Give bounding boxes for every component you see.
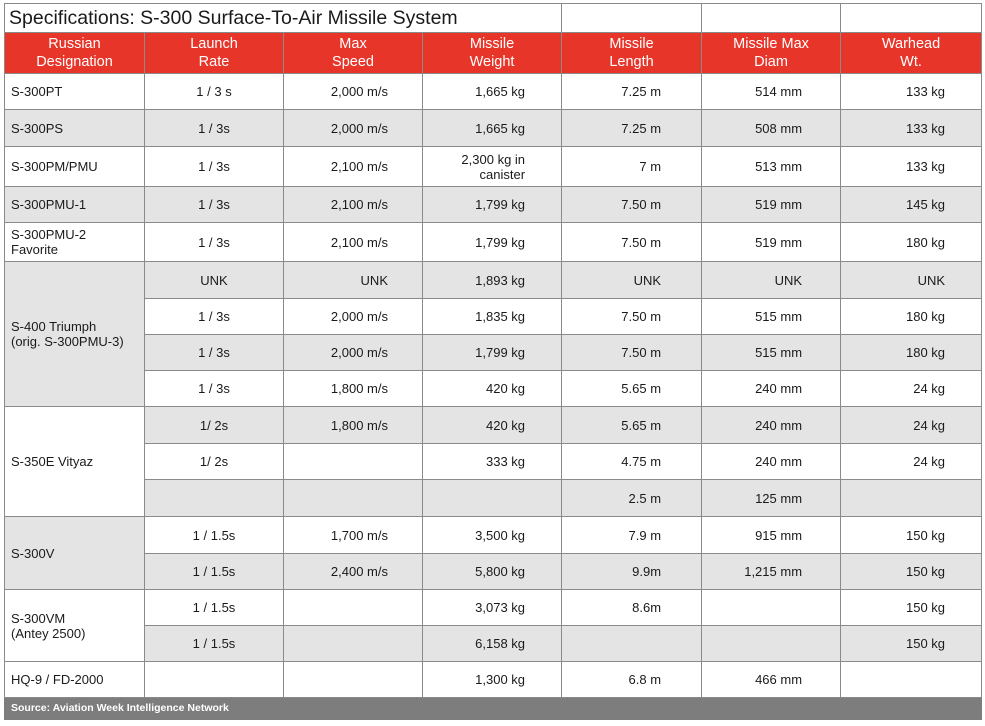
- table-row: [5, 662, 982, 698]
- speed-cell: [284, 444, 423, 480]
- weight-cell: 1,799 kg: [423, 335, 562, 371]
- rate-cell: 1/ 2s: [145, 444, 284, 480]
- weight-cell: 1,799 kg: [423, 223, 562, 262]
- table-row: [5, 444, 982, 480]
- table-row: [5, 554, 982, 590]
- table-title: Specifications: S-300 Surface-To-Air Missile System: [5, 4, 562, 33]
- warhead-cell: 24 kg: [841, 444, 982, 480]
- length-cell: 5.65 m: [562, 407, 702, 444]
- speed-cell: 2,100 m/s: [284, 223, 423, 262]
- rate-cell: 1 / 1.5s: [145, 517, 284, 554]
- header-missile-length: Missile Length: [562, 33, 702, 74]
- weight-cell: 1,799 kg: [423, 187, 562, 223]
- warhead-cell: 180 kg: [841, 335, 982, 371]
- warhead-cell: 180 kg: [841, 299, 982, 335]
- length-cell: 8.6m: [562, 590, 702, 626]
- speed-cell: [284, 480, 423, 517]
- speed-cell: 2,000 m/s: [284, 110, 423, 147]
- speed-cell: 2,400 m/s: [284, 554, 423, 590]
- length-cell: [562, 626, 702, 662]
- rate-cell: 1 / 1.5s: [145, 554, 284, 590]
- designation-cell: S-300PT: [5, 74, 145, 110]
- diam-cell: UNK: [702, 262, 841, 299]
- rate-cell: 1 / 3s: [145, 299, 284, 335]
- table-row: [5, 74, 982, 110]
- blank-cell: [702, 4, 841, 33]
- table-row: [5, 335, 982, 371]
- specifications-table: [4, 3, 982, 720]
- warhead-cell: 133 kg: [841, 147, 982, 187]
- length-cell: 7.50 m: [562, 335, 702, 371]
- length-cell: 4.75 m: [562, 444, 702, 480]
- table-row: [5, 187, 982, 223]
- warhead-cell: 145 kg: [841, 187, 982, 223]
- designation-cell: HQ-9 / FD-2000: [5, 662, 145, 698]
- designation-cell: S-350E Vityaz: [5, 407, 145, 517]
- weight-cell: 333 kg: [423, 444, 562, 480]
- diam-cell: 240 mm: [702, 371, 841, 407]
- rate-cell: 1 / 1.5s: [145, 590, 284, 626]
- length-cell: 5.65 m: [562, 371, 702, 407]
- warhead-cell: UNK: [841, 262, 982, 299]
- diam-cell: 519 mm: [702, 187, 841, 223]
- designation-cell: S-400 Triumph (orig. S-300PMU-3): [5, 262, 145, 407]
- diam-cell: 515 mm: [702, 299, 841, 335]
- table-row: [5, 371, 982, 407]
- speed-cell: 2,000 m/s: [284, 74, 423, 110]
- diam-cell: 466 mm: [702, 662, 841, 698]
- speed-cell: 1,700 m/s: [284, 517, 423, 554]
- warhead-cell: 150 kg: [841, 626, 982, 662]
- diam-cell: 508 mm: [702, 110, 841, 147]
- table-row: [5, 480, 982, 517]
- rate-cell: 1/ 2s: [145, 407, 284, 444]
- weight-cell: 3,073 kg: [423, 590, 562, 626]
- warhead-cell: 24 kg: [841, 371, 982, 407]
- length-cell: 7.9 m: [562, 517, 702, 554]
- rate-cell: [145, 662, 284, 698]
- diam-cell: 513 mm: [702, 147, 841, 187]
- length-cell: 7.25 m: [562, 74, 702, 110]
- rate-cell: UNK: [145, 262, 284, 299]
- rate-cell: 1 / 3 s: [145, 74, 284, 110]
- rate-cell: [145, 480, 284, 517]
- length-cell: UNK: [562, 262, 702, 299]
- speed-cell: 1,800 m/s: [284, 407, 423, 444]
- rate-cell: 1 / 3s: [145, 223, 284, 262]
- header-missile-weight: Missile Weight: [423, 33, 562, 74]
- table-row: [5, 590, 982, 626]
- designation-cell: S-300V: [5, 517, 145, 590]
- diam-cell: [702, 590, 841, 626]
- weight-cell: 420 kg: [423, 371, 562, 407]
- designation-cell: S-300PS: [5, 110, 145, 147]
- diam-cell: 240 mm: [702, 407, 841, 444]
- rate-cell: 1 / 3s: [145, 147, 284, 187]
- diam-cell: 915 mm: [702, 517, 841, 554]
- diam-cell: 240 mm: [702, 444, 841, 480]
- table-row: [5, 407, 982, 444]
- weight-cell: 1,665 kg: [423, 74, 562, 110]
- table-row: [5, 517, 982, 554]
- length-cell: 7.25 m: [562, 110, 702, 147]
- warhead-cell: 150 kg: [841, 590, 982, 626]
- rate-cell: 1 / 3s: [145, 371, 284, 407]
- diam-cell: 1,215 mm: [702, 554, 841, 590]
- weight-cell: 3,500 kg: [423, 517, 562, 554]
- warhead-cell: [841, 662, 982, 698]
- designation-cell: S-300PMU-1: [5, 187, 145, 223]
- table-row: [5, 299, 982, 335]
- warhead-cell: 150 kg: [841, 554, 982, 590]
- header-missile-diam: Missile Max Diam: [702, 33, 841, 74]
- length-cell: 7.50 m: [562, 299, 702, 335]
- diam-cell: 515 mm: [702, 335, 841, 371]
- speed-cell: [284, 590, 423, 626]
- designation-cell: S-300VM (Antey 2500): [5, 590, 145, 662]
- warhead-cell: 133 kg: [841, 74, 982, 110]
- length-cell: 7.50 m: [562, 187, 702, 223]
- table-row: [5, 223, 982, 262]
- length-cell: 6.8 m: [562, 662, 702, 698]
- speed-cell: 2,000 m/s: [284, 335, 423, 371]
- table-row: [5, 147, 982, 187]
- designation-cell: S-300PM/PMU: [5, 147, 145, 187]
- weight-cell: 5,800 kg: [423, 554, 562, 590]
- weight-cell: 1,835 kg: [423, 299, 562, 335]
- header-warhead: Warhead Wt.: [841, 33, 982, 74]
- warhead-cell: 133 kg: [841, 110, 982, 147]
- designation-cell: S-300PMU-2 Favorite: [5, 223, 145, 262]
- warhead-cell: 180 kg: [841, 223, 982, 262]
- table-row: [5, 262, 982, 299]
- warhead-cell: 24 kg: [841, 407, 982, 444]
- speed-cell: 2,100 m/s: [284, 147, 423, 187]
- weight-cell: 1,300 kg: [423, 662, 562, 698]
- header-row: [5, 33, 982, 74]
- table-row: [5, 110, 982, 147]
- table-row: [5, 626, 982, 662]
- weight-cell: 6,158 kg: [423, 626, 562, 662]
- speed-cell: 2,000 m/s: [284, 299, 423, 335]
- speed-cell: 1,800 m/s: [284, 371, 423, 407]
- warhead-cell: [841, 480, 982, 517]
- diam-cell: [702, 626, 841, 662]
- length-cell: 7 m: [562, 147, 702, 187]
- speed-cell: [284, 626, 423, 662]
- warhead-cell: 150 kg: [841, 517, 982, 554]
- diam-cell: 519 mm: [702, 223, 841, 262]
- weight-cell: 1,893 kg: [423, 262, 562, 299]
- blank-cell: [562, 4, 702, 33]
- diam-cell: 125 mm: [702, 480, 841, 517]
- source-note: Source: Aviation Week Intelligence Network: [5, 698, 982, 720]
- header-max-speed: Max Speed: [284, 33, 423, 74]
- rate-cell: 1 / 1.5s: [145, 626, 284, 662]
- length-cell: 9.9m: [562, 554, 702, 590]
- rate-cell: 1 / 3s: [145, 110, 284, 147]
- header-launch-rate: Launch Rate: [145, 33, 284, 74]
- weight-cell: 2,300 kg in canister: [423, 147, 562, 187]
- weight-cell: 1,665 kg: [423, 110, 562, 147]
- blank-cell: [841, 4, 982, 33]
- table-body: [5, 74, 982, 698]
- rate-cell: 1 / 3s: [145, 187, 284, 223]
- header-designation: Russian Designation: [5, 33, 145, 74]
- speed-cell: [284, 662, 423, 698]
- speed-cell: 2,100 m/s: [284, 187, 423, 223]
- weight-cell: 420 kg: [423, 407, 562, 444]
- diam-cell: 514 mm: [702, 74, 841, 110]
- weight-cell: [423, 480, 562, 517]
- length-cell: 2.5 m: [562, 480, 702, 517]
- rate-cell: 1 / 3s: [145, 335, 284, 371]
- footer-row: [5, 698, 982, 720]
- length-cell: 7.50 m: [562, 223, 702, 262]
- speed-cell: UNK: [284, 262, 423, 299]
